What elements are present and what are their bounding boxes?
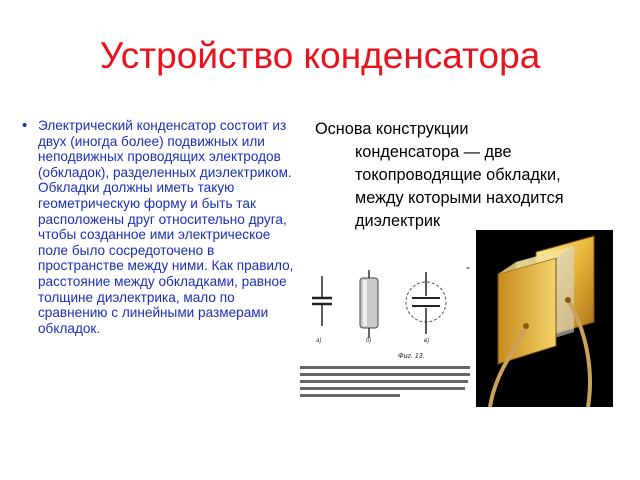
dash-mark: - (466, 260, 470, 274)
description-bullet (22, 117, 300, 336)
bullet-marker: • (22, 117, 28, 134)
description-text: Электрический конденсатор состоит из двух (иногда более) подвижных или неподвижных проводящих электродов (обкладок), разделенных диэлектриком. Обкладки должны иметь такую геометрическую форму и быть так расположены друг относительно друга, чтобы созданное ими электрическое поле было сосредоточено в пространстве между ними. Как правило, расстояние между обкладками, равное толщине диэлектрика, мало по сравнению с линейными размерами обкладок. (38, 118, 294, 336)
construction-line-5: диэлектрик (355, 212, 441, 230)
capacitor-plates-icon (476, 230, 613, 407)
construction-note (315, 118, 615, 233)
figure-label-b: б) (366, 338, 372, 344)
figure-label-a: а) (316, 338, 322, 344)
cylinder-capacitor-icon (360, 270, 378, 338)
slide-title: Устройство конденсатора (99, 35, 541, 76)
figure-label-c: в) (424, 338, 430, 344)
figure-number: Фиг. 13. (398, 353, 425, 360)
construction-line-2: конденсатора — две (355, 143, 512, 161)
plates-dielectric-icon (406, 272, 446, 334)
construction-line-4: между которыми находится (355, 189, 564, 207)
capacitor-photo (476, 230, 613, 407)
construction-line-3: токопроводящие обкладки, (355, 166, 561, 184)
capacitor-symbol-icon (312, 276, 332, 326)
construction-line-1: Основа конструкции (315, 120, 469, 138)
capacitor-diagram (300, 266, 475, 406)
